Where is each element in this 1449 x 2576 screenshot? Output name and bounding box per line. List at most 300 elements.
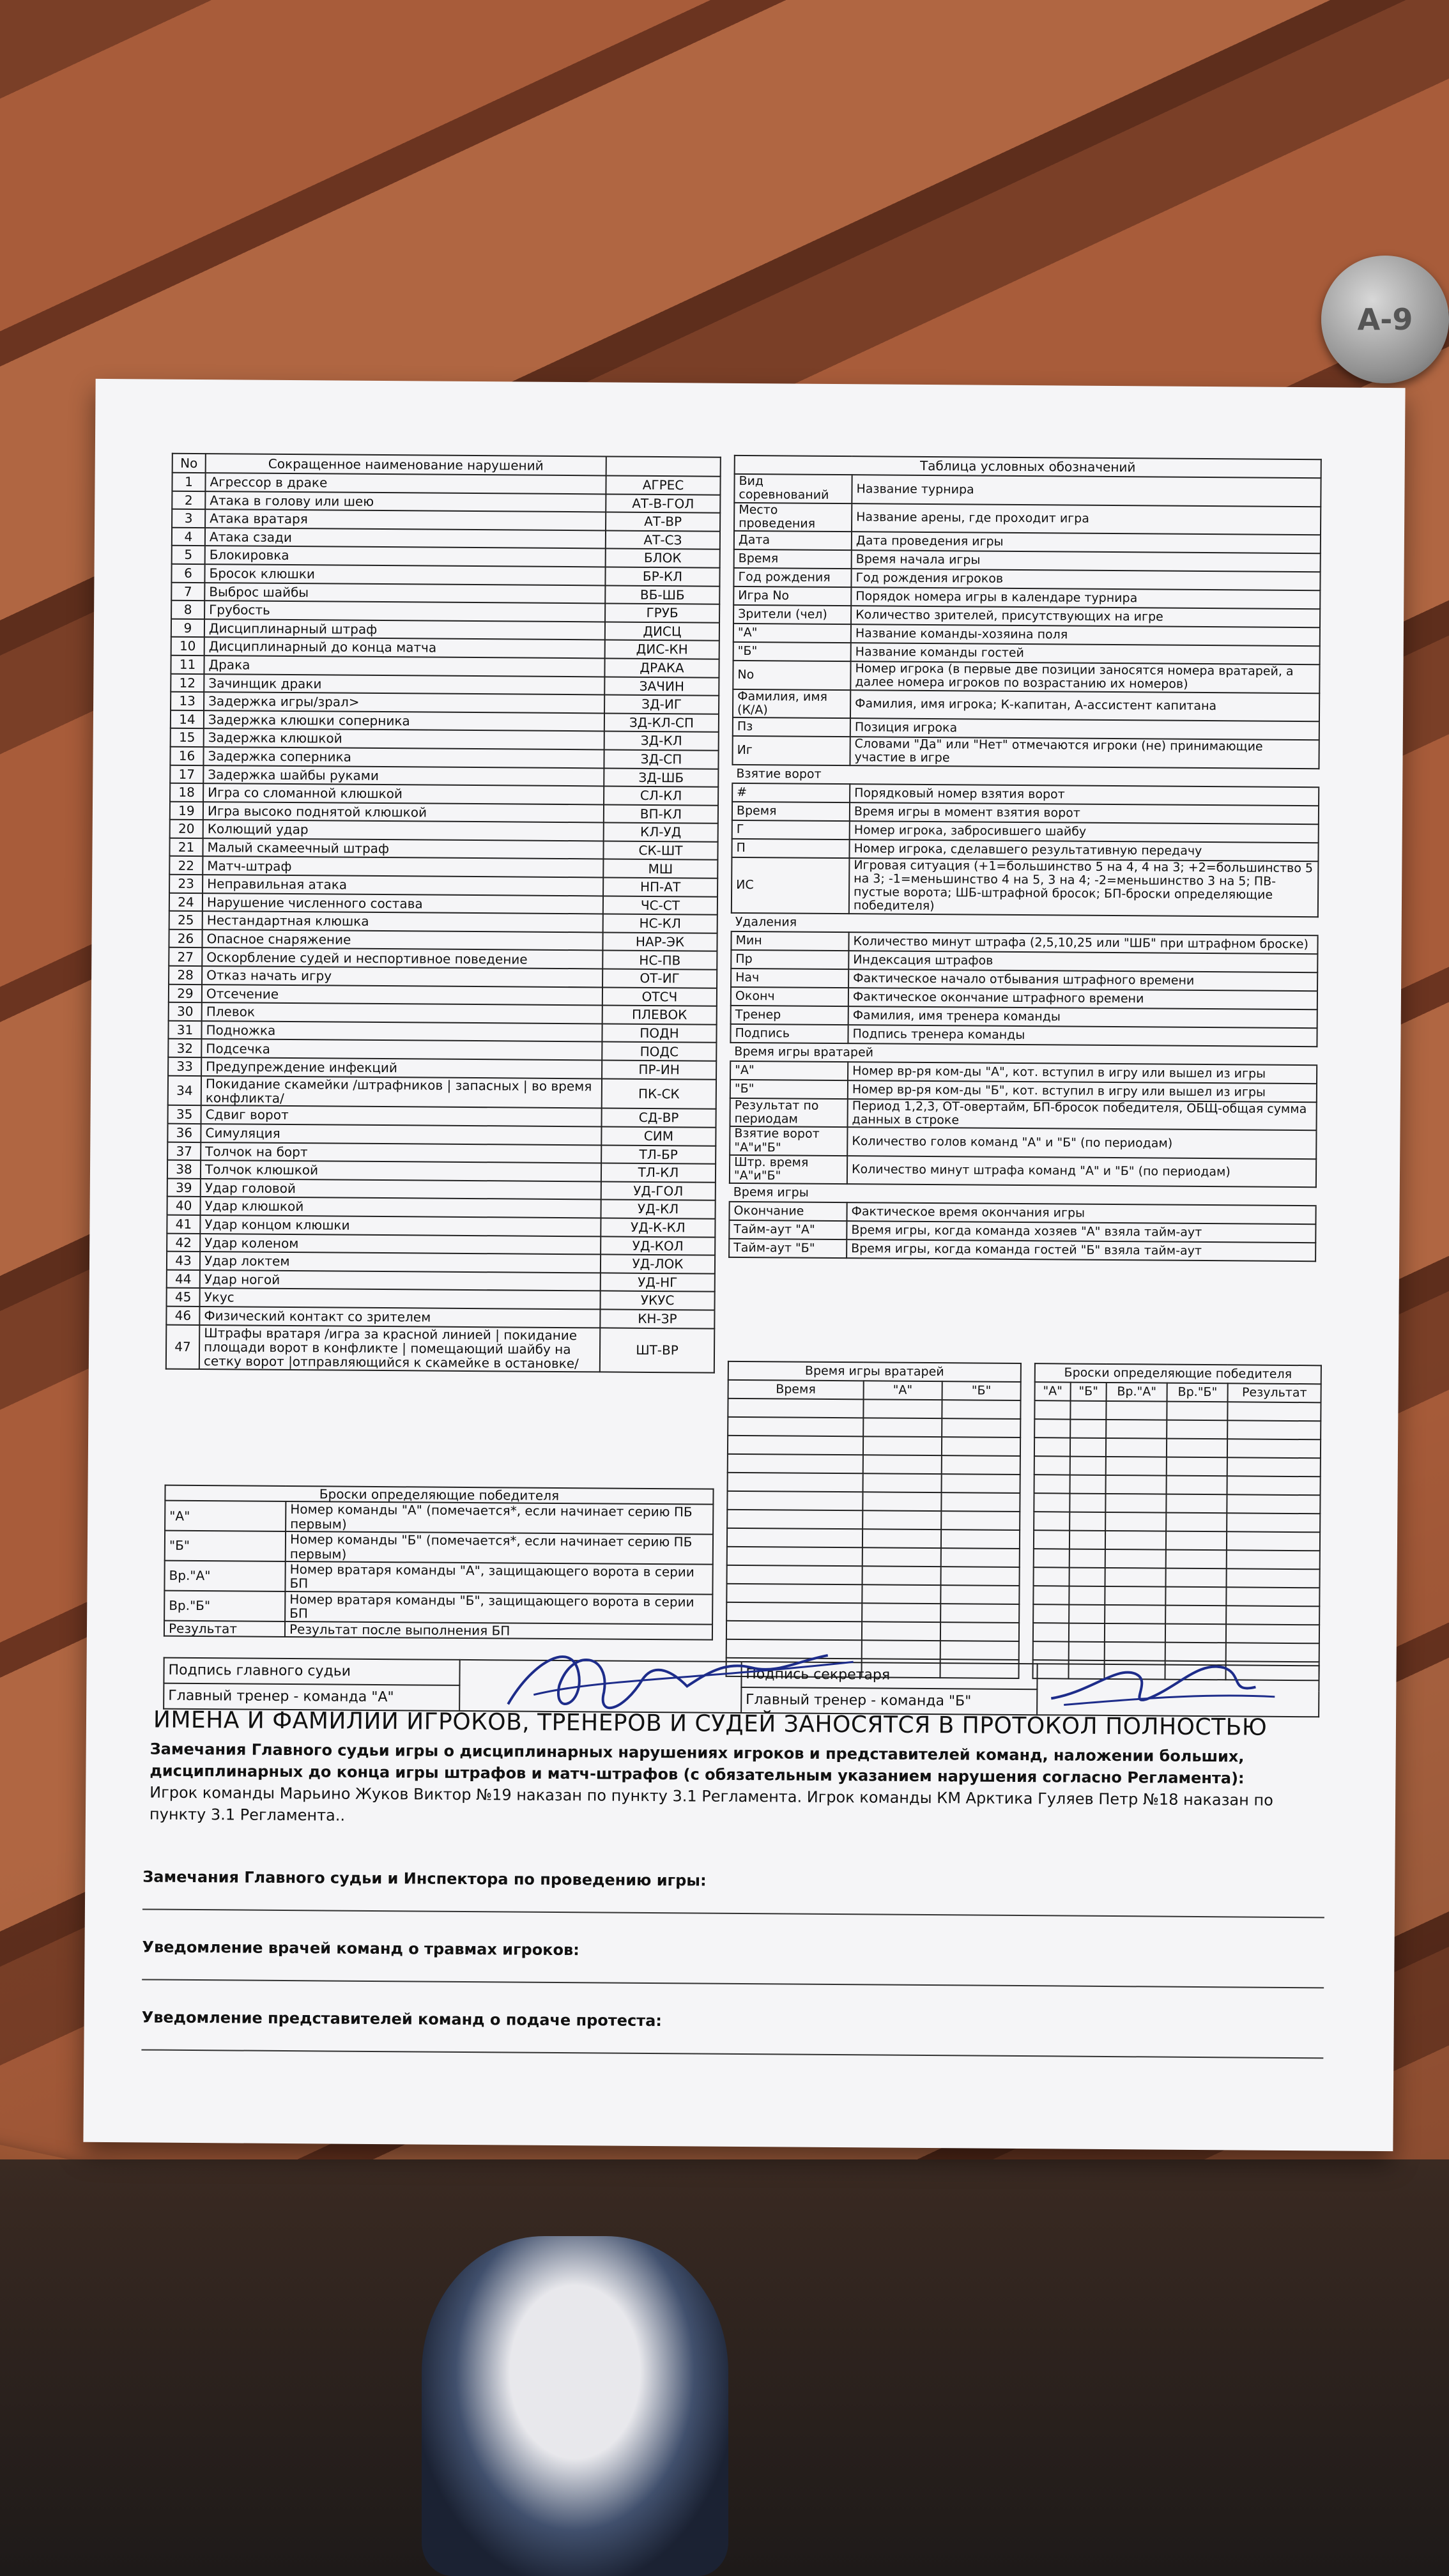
violation-code: ДИС-КН	[605, 640, 719, 659]
legend-value: Номер игрока, забросившего шайбу	[850, 821, 1319, 843]
goalie-grid-cell	[940, 1585, 1019, 1604]
violation-name: Удар коленом	[200, 1234, 601, 1255]
shootout-def-value: Номер команды "Б" (помечается*, если начинает серию ПБ первым)	[286, 1531, 713, 1564]
shootout-def-key: "А"	[165, 1501, 286, 1531]
legend-value: Порядковый номер взятия ворот	[850, 784, 1319, 806]
violation-number: 29	[169, 984, 202, 1002]
violation-number: 47	[166, 1324, 199, 1369]
shootout-grid-cell	[1227, 1513, 1321, 1532]
legend-key: Тайм-аут "А"	[729, 1220, 847, 1239]
violation-number: 36	[167, 1124, 201, 1142]
violation-code: ЧС-СТ	[603, 896, 717, 915]
injuries-notes-label: Уведомление врачей команд о травмах игроков:	[142, 1938, 579, 1959]
goalie-grid-row	[728, 1473, 1020, 1493]
legend-value: Номер вр-ря ком-ды "А", кот. вступил в игру или вышел из игры	[848, 1062, 1317, 1084]
goalie-grid-cell	[727, 1547, 862, 1566]
legend-key: Оконч	[731, 987, 848, 1006]
legend-value: Позиция игрока	[850, 718, 1319, 740]
goalie-grid-cell	[863, 1418, 942, 1437]
violation-code: ПР-ИН	[602, 1060, 716, 1079]
violation-number: 37	[167, 1142, 201, 1160]
shootout-grid-cell	[1226, 1624, 1319, 1643]
violation-code: АТ-ВР	[606, 512, 720, 532]
violation-number: 25	[169, 911, 203, 930]
violation-number: 17	[170, 765, 203, 783]
shootout-def-key: Вр."А"	[164, 1561, 285, 1591]
coach-a-label: Главный тренер - команда "А"	[164, 1683, 459, 1711]
shootout-grid-row	[1034, 1493, 1320, 1514]
shootout-grid-cell	[1034, 1567, 1070, 1586]
shoe	[422, 2236, 728, 2576]
violation-number: 30	[169, 1002, 202, 1021]
shootout-grid-cell	[1070, 1512, 1105, 1531]
goalie-grid-cell	[942, 1418, 1020, 1438]
violation-code: ЗД-КЛ-СП	[604, 713, 719, 732]
violation-name: Подсечка	[201, 1039, 602, 1060]
shootout-defs-body	[164, 1501, 713, 1640]
violation-row	[168, 1075, 716, 1109]
shootout-grid-cell	[1070, 1475, 1106, 1494]
violation-code: ОТСЧ	[602, 987, 717, 1006]
shootout-grid	[1032, 1363, 1321, 1681]
legend-key: Мин	[731, 931, 848, 951]
violation-code: УД-ГОЛ	[601, 1181, 716, 1200]
inspector-notes-label: Замечания Главного судьи и Инспектора по проведению игры:	[142, 1867, 707, 1890]
goalie-grid-cell	[941, 1511, 1020, 1530]
shootout-grid-cell	[1034, 1530, 1070, 1549]
shootout-def-row	[164, 1561, 712, 1595]
shootout-grid-cell	[1106, 1420, 1167, 1439]
violation-name: Атака вратаря	[205, 509, 606, 530]
legend-section: Время игры	[730, 1183, 1316, 1206]
shootout-grid-cell	[1034, 1456, 1070, 1475]
legend-key: Подпись	[730, 1024, 848, 1043]
violation-name: Задержка клюшкой	[204, 728, 604, 749]
violation-name: Игра со сломанной клюшкой	[203, 783, 604, 804]
goalie-grid-row	[728, 1436, 1020, 1456]
legend-row	[730, 1126, 1316, 1159]
violation-name: Оскорбление судей и неспортивное поведение	[202, 948, 602, 969]
goalie-grid-cell	[942, 1455, 1020, 1475]
violation-code: КН-ЗР	[600, 1309, 714, 1328]
violation-number: 38	[167, 1160, 201, 1179]
legend-value: Фактическое окончание штрафного времени	[848, 988, 1317, 1009]
legend-value: Год рождения игроков	[851, 569, 1320, 590]
shootout-grid-row	[1033, 1586, 1319, 1606]
shootout-grid-cell	[1105, 1605, 1165, 1624]
shootout-grid-cell	[1070, 1420, 1106, 1438]
legend-key: Игра No	[733, 586, 851, 606]
shootout-grid-cell	[1034, 1438, 1070, 1456]
violation-name: Удар локтем	[200, 1252, 601, 1273]
shootout-grid-cell	[1227, 1587, 1320, 1606]
violation-code: УД-ЛОК	[601, 1255, 715, 1274]
shootout-grid-row	[1034, 1567, 1320, 1588]
violation-code: МШ	[603, 859, 717, 878]
injuries-notes-block	[142, 1938, 1324, 1988]
legend-value: Количество минут штрафа команд "А" и "Б" (по периодам)	[847, 1156, 1316, 1188]
shootout-grid-header: "А"	[1035, 1382, 1071, 1400]
shootout-grid-cell	[1070, 1401, 1106, 1420]
legend-value: Время игры, когда команда хозяев "А" взяла тайм-аут	[847, 1221, 1315, 1243]
shootout-def-value: Номер вратаря команды "Б", защищающего ворота в серии БП	[285, 1591, 712, 1624]
shootout-grid-header: Вр."А"	[1107, 1383, 1167, 1402]
goalie-grid-cell	[726, 1602, 862, 1621]
legend-key: Зрители (чел)	[733, 605, 851, 624]
shootout-grid-cell	[1166, 1550, 1227, 1569]
violation-code: УД-КЛ	[601, 1200, 716, 1219]
violations-header-name: Сокращенное наименование нарушений	[206, 454, 606, 475]
violation-code: ВП-КЛ	[604, 804, 718, 824]
violation-code: ПОДС	[602, 1042, 716, 1061]
violation-number: 12	[171, 673, 204, 692]
violation-number: 43	[167, 1252, 200, 1270]
goalie-grid-cell	[940, 1604, 1019, 1623]
violation-number: 1	[172, 473, 205, 491]
shootout-grid-cell	[1106, 1438, 1167, 1457]
violation-code: УКУС	[601, 1291, 715, 1310]
violation-number: 26	[169, 930, 202, 948]
legend-key: ИС	[732, 857, 850, 914]
shootout-grid-cell	[1069, 1568, 1105, 1586]
violation-code: ТЛ-КЛ	[601, 1163, 716, 1183]
shootout-grid-body	[1032, 1400, 1321, 1680]
violation-name: Отказ начать игру	[202, 966, 602, 987]
violation-name: Толчок на борт	[201, 1142, 601, 1163]
violation-number: 27	[169, 947, 202, 966]
legend-value: Название турнира	[852, 475, 1321, 507]
legend-row	[732, 857, 1319, 917]
shootout-grid-cell	[1167, 1439, 1227, 1458]
violation-number: 35	[168, 1105, 201, 1124]
shootout-grid-cell	[1034, 1400, 1070, 1419]
shootout-grid-cell	[1069, 1605, 1105, 1623]
goalie-grid-row	[726, 1602, 1019, 1623]
protest-notes-label: Уведомление представителей команд о подаче протеста:	[141, 2008, 663, 2030]
shootout-def-key: Результат	[164, 1620, 285, 1637]
violations-header-no: No	[172, 454, 206, 473]
violation-code: СИМ	[601, 1126, 716, 1146]
violation-number: 24	[169, 893, 203, 911]
violation-name: Драка	[204, 656, 604, 677]
violation-name: Штрафы вратаря /игра за красной линией | покидание площади ворот в конфликте | помещающий шайбу на сетку ворот |отправляющийся к скамейке в остановке/	[199, 1325, 600, 1372]
violation-code: УД-КОЛ	[601, 1236, 715, 1255]
shootout-grid-cell	[1167, 1402, 1228, 1421]
goalie-grid-cell	[726, 1584, 862, 1603]
legend-row	[734, 474, 1321, 507]
violation-name: Толчок клюшкой	[201, 1160, 601, 1181]
violation-name: Игра высоко поднятой клюшкой	[203, 802, 604, 823]
shootout-grid-header: Вр."Б"	[1167, 1383, 1228, 1402]
violation-name: Симуляция	[201, 1124, 601, 1145]
violation-name: Предупреждение инфекций	[201, 1057, 602, 1078]
shootout-grid-cell	[1166, 1494, 1227, 1514]
violation-code: НС-КЛ	[603, 914, 717, 933]
coin-label: A-9	[1357, 302, 1413, 337]
protest-notes-block	[141, 2008, 1323, 2058]
legend-value: Индексация штрафов	[848, 951, 1317, 972]
legend-value: Период 1,2,3, ОТ-овертайм, БП-бросок победителя, ОБЩ-общая сумма данных в строке	[848, 1099, 1317, 1131]
goalie-grid-cell	[940, 1641, 1018, 1660]
goalie-grid-cell	[728, 1473, 863, 1492]
legend-key: Окончание	[729, 1202, 847, 1221]
shootout-grid-cell	[1105, 1642, 1165, 1661]
shootout-grid-cell	[1167, 1476, 1227, 1495]
goalie-grid-cell	[862, 1473, 941, 1492]
goalie-grid-row	[726, 1639, 1019, 1660]
shootout-grid-cell	[1105, 1586, 1165, 1606]
legend-table	[728, 455, 1322, 1262]
violation-number: 33	[168, 1057, 201, 1076]
shootout-grid-cell	[1167, 1420, 1227, 1439]
legend-value: Время начала игры	[852, 550, 1321, 572]
violation-code: ГРУБ	[605, 604, 719, 623]
violation-code: АТ-В-ГОЛ	[606, 494, 720, 513]
shootout-grid-row	[1034, 1512, 1320, 1532]
legend-key: Время	[734, 549, 852, 569]
violation-name: Отсечение	[202, 985, 602, 1006]
violation-name: Выброс шайбы	[204, 583, 605, 604]
violation-number: 21	[169, 838, 203, 857]
legend-value: Название команды гостей	[851, 643, 1320, 664]
violation-number: 39	[167, 1178, 201, 1197]
legend-value: Время игры в момент взятия ворот	[850, 802, 1319, 824]
goalie-grid-cell	[941, 1492, 1020, 1512]
legend-key: Фамилия, имя (К/А)	[733, 689, 850, 718]
legend-key: #	[732, 783, 850, 802]
shootout-grid-cell	[1228, 1420, 1321, 1439]
violation-name: Опасное снаряжение	[202, 930, 602, 951]
violation-name: Задержка соперника	[203, 747, 604, 768]
shootout-grid-cell	[1105, 1512, 1166, 1531]
goalie-grid-cell	[942, 1437, 1020, 1456]
headline: ИМЕНА И ФАМИЛИИ ИГРОКОВ, ТРЕНЕРОВ И СУДЕЙ ЗАНОСЯТСЯ В ПРОТОКОЛ ПОЛНОСТЬЮ	[153, 1706, 1268, 1741]
shootout-grid-cell	[1070, 1531, 1105, 1549]
legend-row	[734, 502, 1321, 535]
violation-code: ДИСЦ	[605, 622, 719, 641]
violation-number: 9	[171, 618, 204, 637]
legend-key: Штр. время "А"и"Б"	[730, 1155, 847, 1184]
shootout-grid-row	[1034, 1456, 1321, 1476]
shootout-grid-cell	[1227, 1457, 1321, 1476]
legend-key: Время	[732, 802, 850, 821]
violation-number: 41	[167, 1215, 200, 1234]
shootout-grid-cell	[1105, 1568, 1166, 1587]
violation-number: 19	[170, 801, 203, 820]
shootout-grid-cell	[1167, 1457, 1227, 1476]
shootout-def-row	[165, 1531, 713, 1565]
shootout-grid-cell	[1033, 1641, 1069, 1660]
goalie-grid-row	[727, 1547, 1020, 1567]
shootout-grid-cell	[1034, 1419, 1070, 1438]
goalie-grid-header: "А"	[863, 1381, 942, 1400]
violation-number: 5	[172, 546, 205, 564]
violation-number: 31	[168, 1021, 201, 1039]
violation-number: 23	[169, 875, 203, 893]
violation-name: Удар клюшкой	[201, 1197, 601, 1218]
violations-header-code	[606, 456, 721, 476]
goalie-grid-cell	[727, 1510, 862, 1529]
legend-value: Порядок номера игры в календаре турнира	[851, 587, 1320, 609]
legend-value: Словами "Да" или "Нет" отмечаются игроки (не) принимающие участие в игре	[850, 737, 1319, 769]
legend-value: Время игры, когда команда гостей "Б" взяла тайм-аут	[847, 1239, 1315, 1261]
violation-code: НС-ПВ	[602, 951, 717, 970]
goalie-grid-row	[727, 1491, 1020, 1512]
legend-value: Фамилия, имя игрока; К-капитан, А-ассистент капитана	[850, 690, 1319, 722]
shootout-grid-cell	[1227, 1568, 1320, 1588]
legend-key: No	[733, 661, 850, 690]
shootout-grid-row	[1034, 1419, 1321, 1439]
shootout-grid-cell	[1069, 1642, 1105, 1660]
violation-number: 18	[170, 783, 203, 802]
shootout-grid-cell	[1069, 1623, 1105, 1642]
violation-name: Бросок клюшки	[204, 564, 605, 585]
violation-code: ЗАЧИН	[604, 677, 719, 696]
legend-key: Иг	[732, 736, 850, 765]
shootout-grid-cell	[1034, 1549, 1070, 1567]
goalie-grid-row	[727, 1510, 1020, 1530]
shootout-grid-cell	[1165, 1587, 1226, 1606]
legend-key: "Б"	[733, 642, 851, 661]
legend-key: Тайм-аут "Б"	[729, 1239, 847, 1258]
goalie-grid-cell	[862, 1492, 941, 1511]
shootout-def-row	[164, 1590, 712, 1624]
violation-code: УД-НГ	[601, 1273, 715, 1292]
goalie-grid-body	[726, 1399, 1021, 1678]
shootout-grid-cell	[1105, 1549, 1166, 1568]
goalie-grid-cell	[727, 1565, 862, 1584]
shootout-def-row	[164, 1620, 712, 1639]
coach-b-label: Главный тренер - команда "Б"	[741, 1687, 1038, 1715]
shootout-grid-cell	[1033, 1623, 1069, 1641]
goalie-grid-cell	[940, 1622, 1019, 1641]
goalie-grid-cell	[863, 1455, 942, 1474]
goalie-grid-cell	[862, 1529, 941, 1548]
shootout-grid-cell	[1166, 1568, 1227, 1588]
violation-code: ЗД-ИГ	[604, 695, 719, 714]
violation-code: ОТ-ИГ	[602, 969, 717, 988]
violation-name: Задержка игры/зрал>	[204, 692, 604, 713]
legend-value: Игровая ситуация (+1=большинство 5 на 4, 4 на 3; +2=большинство 5 на 3; -1=меньшинство 4 на 5, 3 на 4; -2=меньшинство 3 на 5; ПВ- пустые ворота; ШБ-штрафной бросок; БП-броски определяющие победителя)	[849, 858, 1319, 917]
shootout-grid-cell	[1034, 1493, 1070, 1512]
legend-value: Номер игрока, сделавшего результативную передачу	[849, 839, 1318, 861]
goalie-grid-cell	[862, 1603, 940, 1622]
violation-number: 45	[167, 1288, 200, 1307]
violation-name: Колющий удар	[203, 820, 604, 841]
violation-code: СЛ-КЛ	[604, 786, 718, 806]
violation-name: Атака в голову или шею	[205, 491, 606, 512]
legend-title: Таблица условных обозначений	[735, 456, 1321, 478]
legend-value: Номер игрока (в первые две позиции заносятся номера вратарей, а далее номера игроков по возрастанию их номеров)	[850, 661, 1319, 693]
violation-name: Задержка клюшки соперника	[204, 710, 604, 732]
violation-name: Сдвиг ворот	[201, 1105, 602, 1126]
violation-code: ЗД-ШБ	[604, 768, 718, 787]
violation-number: 15	[171, 728, 204, 747]
legend-row	[730, 1098, 1317, 1131]
goalie-grid-row	[728, 1417, 1020, 1438]
violation-code: ТЛ-БР	[601, 1145, 716, 1164]
violation-name: Атака сзади	[205, 528, 606, 549]
goalie-grid-cell	[862, 1584, 940, 1604]
violations-body	[166, 473, 721, 1373]
notes-title: Замечания Главного судьи игры о дисциплинарных нарушениях игроков и представителей команд, наложении больших, дисциплинарных до конца игры штрафов и матч-штрафов (с обязательным указанием нарушения согласно Регламента):	[150, 1740, 1245, 1788]
violation-code: УД-К-КЛ	[601, 1218, 715, 1237]
shootout-def-key: "Б"	[165, 1531, 286, 1561]
violations-table	[165, 453, 721, 1374]
violation-code: БЛОК	[606, 549, 720, 568]
shootout-grid-header: "Б"	[1071, 1383, 1107, 1401]
shootout-grid-cell	[1070, 1457, 1106, 1475]
violation-name: Укус	[200, 1288, 601, 1309]
shootout-def-value: Результат после выполнения БП	[285, 1621, 712, 1640]
shootout-grid-cell	[1165, 1606, 1226, 1625]
shootout-def-key: Вр."Б"	[164, 1590, 285, 1621]
violation-code: НАР-ЭК	[602, 932, 717, 951]
shootout-grid-cell	[1105, 1494, 1166, 1513]
legend-value: Подпись тренера команды	[848, 1025, 1317, 1046]
goalie-grid-header: Время	[728, 1380, 864, 1399]
violation-name: Задержка шайбы руками	[203, 765, 604, 786]
violation-code: АТ-СЗ	[606, 530, 720, 549]
inspector-notes-block	[142, 1867, 1324, 1918]
secretary-signature-field	[1037, 1664, 1319, 1717]
violation-code: АГРЕС	[606, 475, 720, 494]
violation-name: Плевок	[202, 1002, 602, 1023]
violation-code: ЗД-СП	[604, 749, 718, 769]
violation-number: 4	[172, 527, 205, 546]
violation-number: 6	[171, 564, 204, 583]
shootout-grid-cell	[1105, 1623, 1165, 1643]
shootout-grid-cell	[1033, 1604, 1069, 1623]
legend-value: Фактическое время окончания игры	[847, 1202, 1315, 1224]
shootout-grid-cell	[1033, 1586, 1069, 1604]
shootout-grid-cell	[1166, 1513, 1227, 1532]
coin	[1321, 256, 1449, 383]
shootout-definitions-table	[164, 1485, 714, 1641]
violation-number: 2	[172, 491, 205, 509]
violation-name: Грубость	[204, 601, 605, 622]
violation-number: 22	[169, 856, 203, 875]
violation-name: Зачинщик драки	[204, 674, 604, 695]
violation-name: Удар концом клюшки	[200, 1215, 601, 1236]
violation-name: Физический контакт со зрителем	[199, 1307, 600, 1328]
shootout-grid-cell	[1227, 1494, 1321, 1514]
legend-row	[730, 1155, 1316, 1188]
violation-number: 7	[171, 582, 204, 601]
shootout-grid-cell	[1105, 1531, 1166, 1550]
legend-value: Дата проведения игры	[852, 532, 1321, 553]
goalie-grid-cell	[728, 1454, 863, 1473]
shootout-grid-row	[1034, 1400, 1321, 1421]
violation-code: ШТ-ВР	[600, 1328, 714, 1372]
violation-code: ДРАКА	[604, 658, 719, 677]
shootout-grid-cell	[1106, 1401, 1167, 1420]
legend-row	[733, 689, 1319, 721]
goalie-grid-cell	[941, 1548, 1020, 1567]
goalie-grid-cell	[861, 1640, 940, 1659]
shootout-grid-cell	[1227, 1531, 1320, 1551]
violation-number: 11	[171, 656, 204, 674]
violation-code: СД-ВР	[602, 1108, 716, 1128]
goalie-grid-row	[727, 1528, 1020, 1549]
goalie-grid-cell	[942, 1400, 1020, 1419]
legend-key: Тренер	[731, 1006, 848, 1025]
shootout-grid-cell	[1165, 1643, 1226, 1662]
shootout-grid-cell	[1165, 1624, 1226, 1643]
shootout-grid-row	[1034, 1438, 1321, 1458]
legend-value: Название арены, где проходит игра	[852, 503, 1321, 535]
violation-code: КЛ-УД	[604, 823, 718, 842]
